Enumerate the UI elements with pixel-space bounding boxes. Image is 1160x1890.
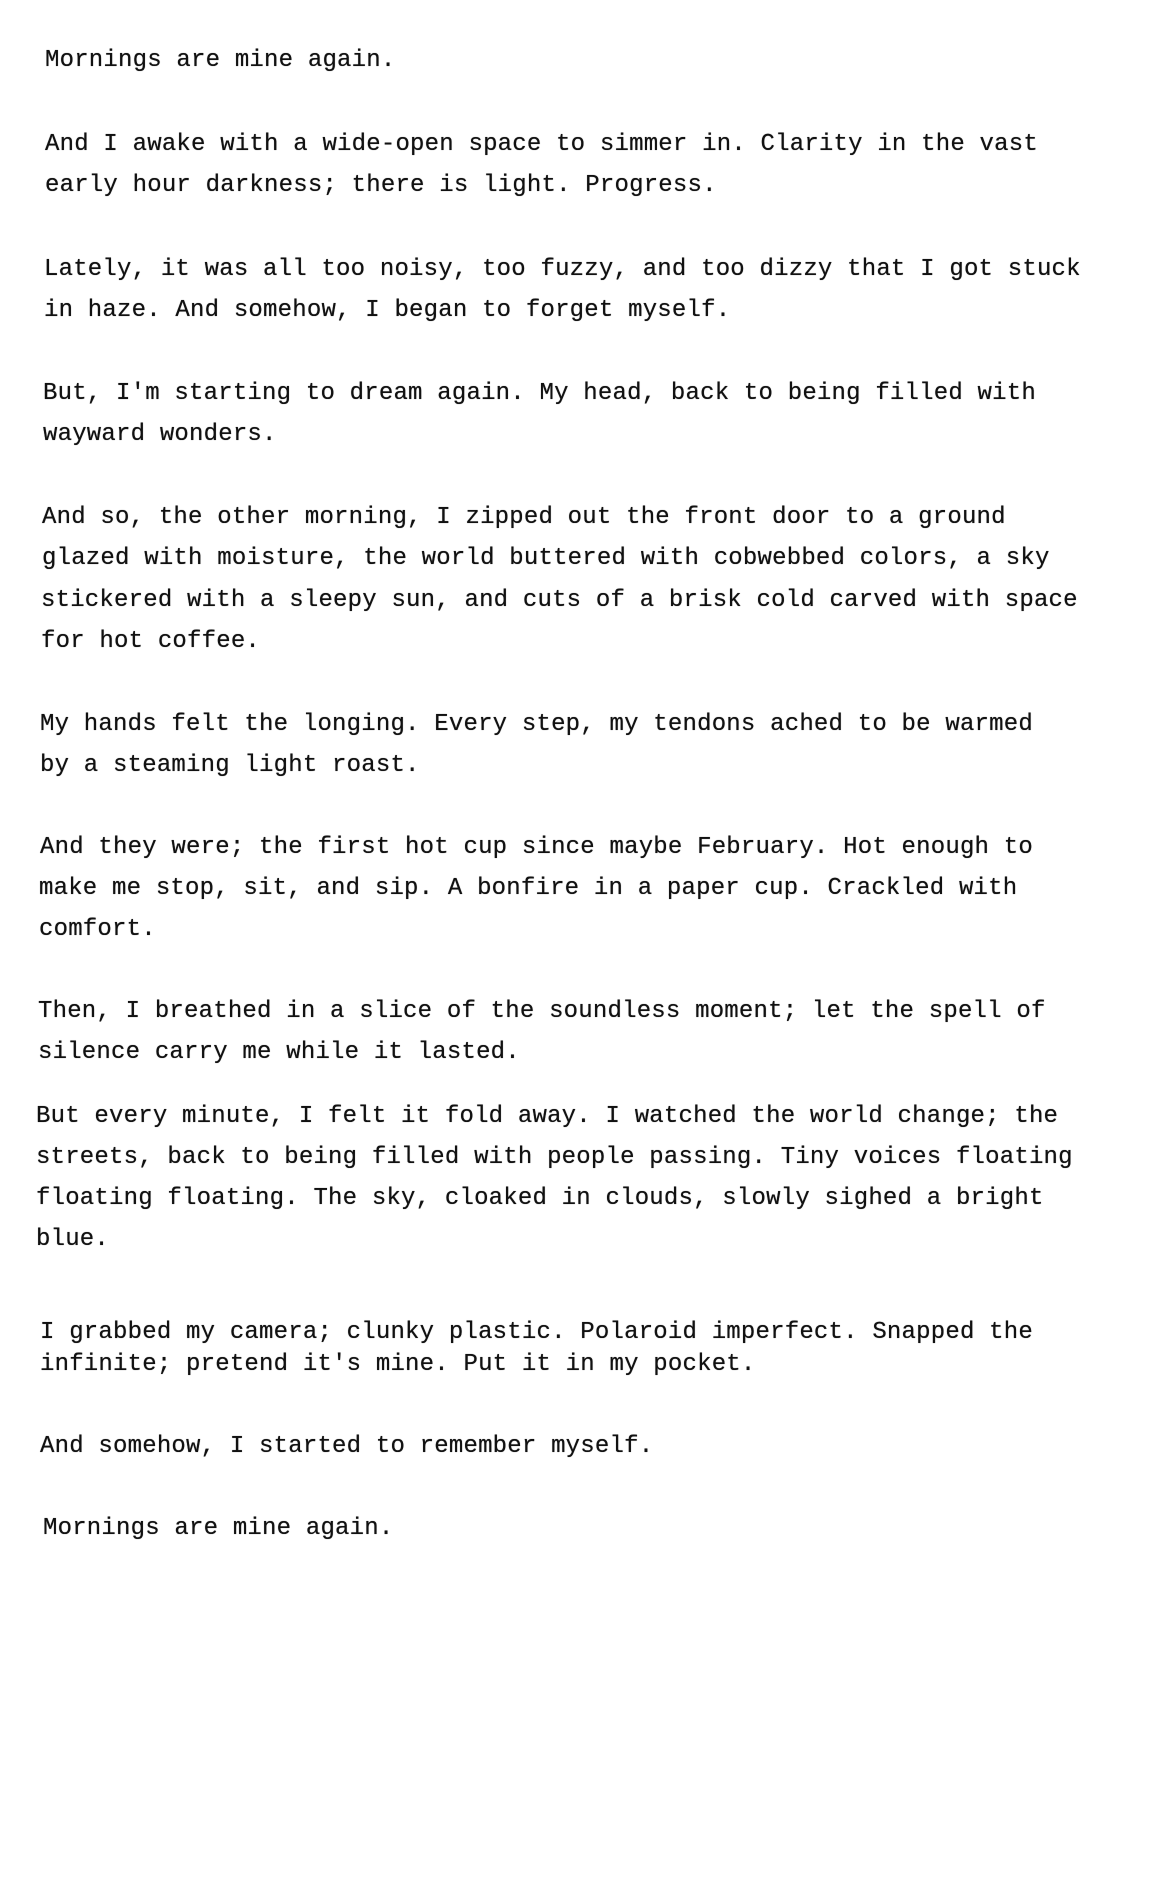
text-line: But, I'm starting to dream again. My head, back to being filled with	[43, 380, 1036, 407]
text-line: Mornings are mine again.	[43, 1515, 394, 1542]
text-line: And somehow, I started to remember myself.	[40, 1433, 654, 1460]
text-line: silence carry me while it lasted.	[38, 1039, 520, 1066]
text-line: Then, I breathed in a slice of the soundless moment; let the spell of	[38, 998, 1046, 1025]
text-line: streets, back to being filled with people passing. Tiny voices floating	[36, 1144, 1073, 1171]
text-line: stickered with a sleepy sun, and cuts of a brisk cold carved with space	[41, 587, 1078, 614]
text-line: Lately, it was all too noisy, too fuzzy, and too dizzy that I got stuck	[44, 256, 1081, 283]
text-line: My hands felt the longing. Every step, my tendons ached to be warmed	[40, 711, 1033, 738]
text-line: And they were; the first hot cup since maybe February. Hot enough to	[40, 834, 1033, 861]
text-line: by a steaming light roast.	[40, 752, 420, 779]
text-line: comfort.	[39, 916, 156, 943]
text-line: make me stop, sit, and sip. A bonfire in a paper cup. Crackled with	[39, 875, 1018, 902]
text-line: in haze. And somehow, I began to forget myself.	[44, 297, 731, 324]
text-line: And so, the other morning, I zipped out the front door to a ground	[42, 504, 1006, 531]
text-line: infinite; pretend it's mine. Put it in my pocket.	[40, 1351, 756, 1378]
text-line: And I awake with a wide-open space to simmer in. Clarity in the vast	[45, 131, 1038, 158]
text-line: glazed with moisture, the world buttered with cobwebbed colors, a sky	[42, 545, 1050, 572]
text-line: blue.	[36, 1226, 110, 1253]
text-line: for hot coffee.	[41, 628, 261, 655]
text-line: Mornings are mine again.	[45, 47, 396, 74]
text-line: But every minute, I felt it fold away. I watched the world change; the	[36, 1103, 1059, 1130]
text-line: early hour darkness; there is light. Progress.	[45, 172, 717, 199]
text-line: I grabbed my camera; clunky plastic. Polaroid imperfect. Snapped the	[40, 1319, 1033, 1346]
text-line: wayward wonders.	[43, 421, 277, 448]
text-line: floating floating. The sky, cloaked in clouds, slowly sighed a bright	[36, 1185, 1044, 1212]
